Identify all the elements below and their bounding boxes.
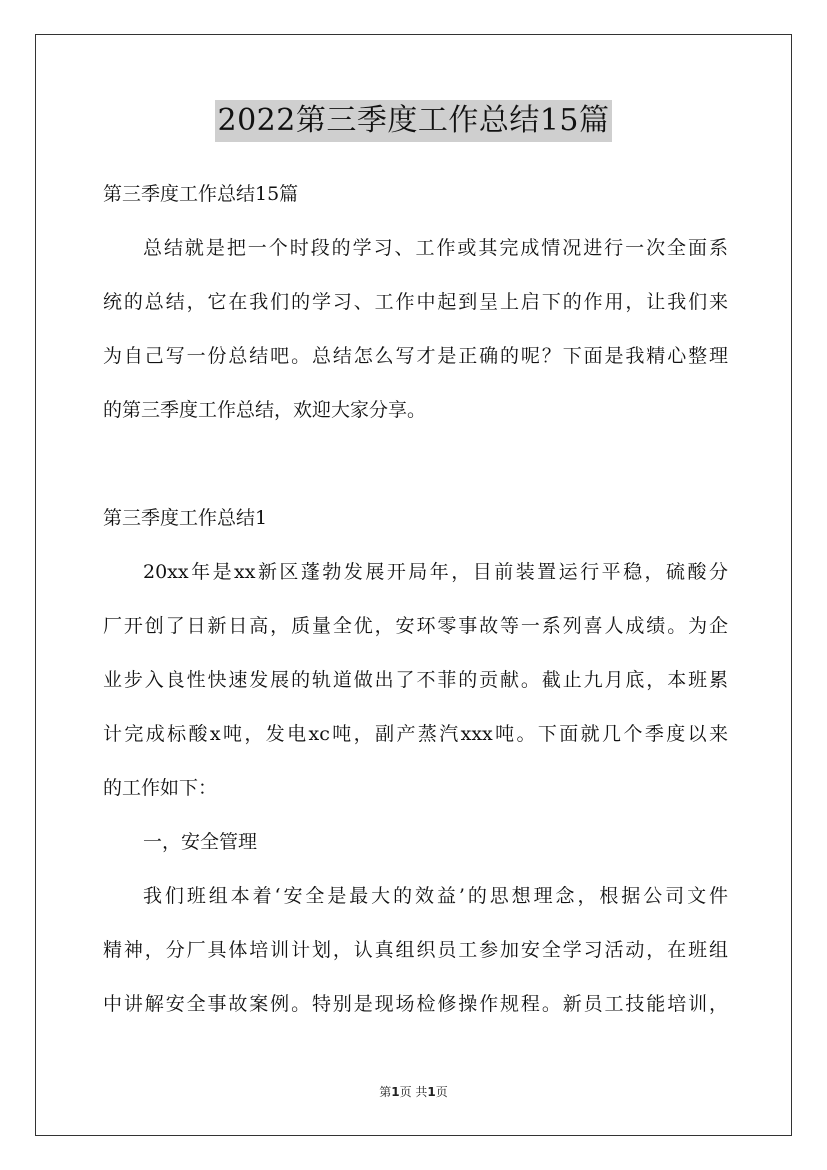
section-heading: 第三季度工作总结1 <box>103 507 268 529</box>
document-title: 2022第三季度工作总结15篇 <box>215 100 611 142</box>
section-line: 20xx年是xx新区蓬勃发展开局年，目前装置运行平稳，硫酸分 <box>143 561 728 583</box>
subtitle: 第三季度工作总结15篇 <box>103 183 299 205</box>
footer-page-total: 1 <box>427 1085 436 1099</box>
intro-line: 总结就是把一个时段的学习、工作或其完成情况进行一次全面系 <box>143 237 728 259</box>
safety-line: 中讲解安全事故案例。特别是现场检修操作规程。新员工技能培训， <box>103 993 728 1015</box>
page-footer <box>0 1083 827 1100</box>
intro-line: 统的总结，它在我们的学习、工作中起到呈上启下的作用，让我们来 <box>103 291 728 313</box>
subheading-safety: 一，安全管理 <box>143 831 258 853</box>
intro-line: 为自己写一份总结吧。总结怎么写才是正确的呢？下面是我精心整理 <box>103 345 728 367</box>
footer-suffix: 页 <box>435 1085 448 1099</box>
section-line: 的工作如下： <box>103 777 218 799</box>
section-line: 计完成标酸x吨，发电xc吨，副产蒸汽xxx吨。下面就几个季度以来 <box>103 723 728 745</box>
section-line: 厂开创了日新日高，质量全优，安环零事故等一系列喜人成绩。为企 <box>103 615 728 637</box>
intro-line: 的第三季度工作总结，欢迎大家分享。 <box>103 399 427 421</box>
footer-page-number: 1 <box>391 1085 400 1099</box>
section-line: 业步入良性快速发展的轨道做出了不菲的贡献。截止九月底，本班累 <box>103 669 728 691</box>
safety-line: 我们班组本着‘安全是最大的效益’的思想理念，根据公司文件 <box>143 885 728 907</box>
footer-mid: 页 共 <box>399 1085 428 1099</box>
title-wrapper <box>0 100 827 142</box>
footer-prefix: 第 <box>379 1085 392 1099</box>
document-body <box>103 170 728 1034</box>
safety-line: 精神，分厂具体培训计划，认真组织员工参加安全学习活动，在班组 <box>103 939 728 961</box>
paragraph-spacer <box>103 440 728 494</box>
